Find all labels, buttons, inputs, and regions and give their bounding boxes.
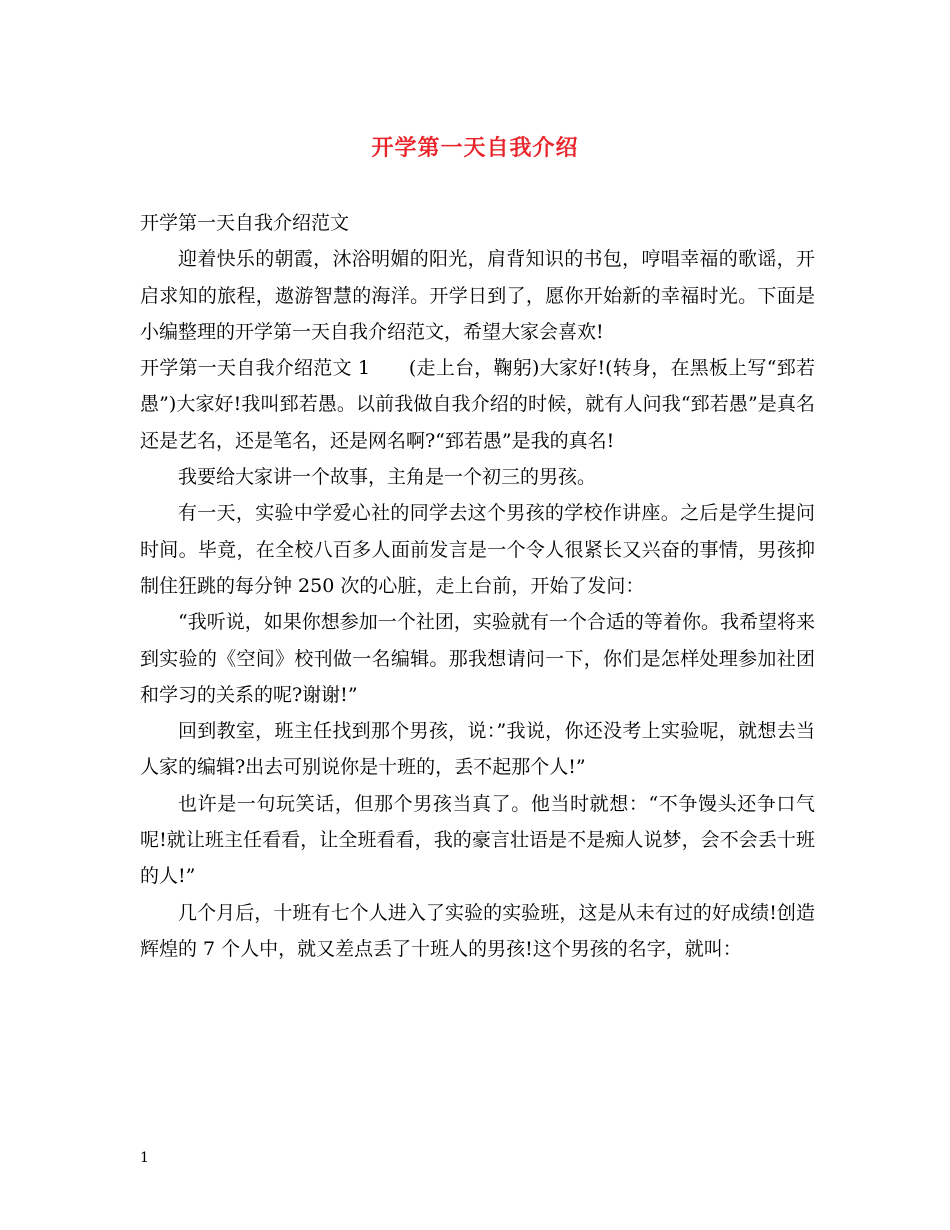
paragraph-intro: 迎着快乐的朝霞，沐浴明媚的阳光，肩背知识的书包，哼唱幸福的歌谣，开启求知的旅程，遨游智慧的海洋。开学日到了，愿你开始新的幸福时光。下面是小编整理的开学第一天自我介绍范文，希望大家会喜欢! [140, 248, 815, 343]
paragraph-teacher: 回到教室，班主任找到那个男孩，说：”我说，你还没考上实验呢，就想去当人家的编辑?出去可别说你是十班的，丢不起那个人!” [140, 720, 815, 779]
paragraph-sample-1: 开学第一天自我介绍范文 1 (走上台，鞠躬)大家好!(转身，在黑板上写“郅若愚”)大家好!我叫郅若愚。以前我做自我介绍的时候，就有人问我“郅若愚”是真名还是艺名，还是笔名，还是网名啊?“郅若愚”是我的真名! [140, 357, 815, 452]
paragraph-lecture: 有一天，实验中学爱心社的同学去这个男孩的学校作讲座。之后是学生提问时间。毕竟，在全校八百多人面前发言是一个令人很紧长又兴奋的事情，男孩抑制住狂跳的每分钟 250 次的心脏，走上台前，开始了发问： [140, 502, 815, 597]
page-number: 1 [140, 1150, 149, 1166]
paragraph-question: “我听说，如果你想参加一个社团，实验就有一个合适的等着你。我希望将来到实验的《空间》校刊做一名编辑。那我想请问一下，你们是怎样处理参加社团和学习的关系的呢?谢谢!” [140, 611, 815, 706]
paragraph-resolve: 也许是一句玩笑话，但那个男孩当真了。他当时就想：“不争馒头还争口气呢!就让班主任看看，让全班看看，我的豪言壮语是不是痴人说梦，会不会丢十班的人!” [140, 792, 815, 888]
document-subtitle: 开学第一天自我介绍范文 [140, 212, 350, 234]
document-body [140, 205, 815, 967]
paragraph-result: 几个月后，十班有七个人进入了实验的实验班，这是从未有过的好成绩!创造辉煌的 7 个人中，就又差点丢了十班人的男孩!这个男孩的名字，就叫： [140, 901, 815, 960]
document-title: 开学第一天自我介绍 [371, 135, 579, 161]
paragraph-story-start: 我要给大家讲一个故事，主角是一个初三的男孩。 [178, 466, 597, 489]
